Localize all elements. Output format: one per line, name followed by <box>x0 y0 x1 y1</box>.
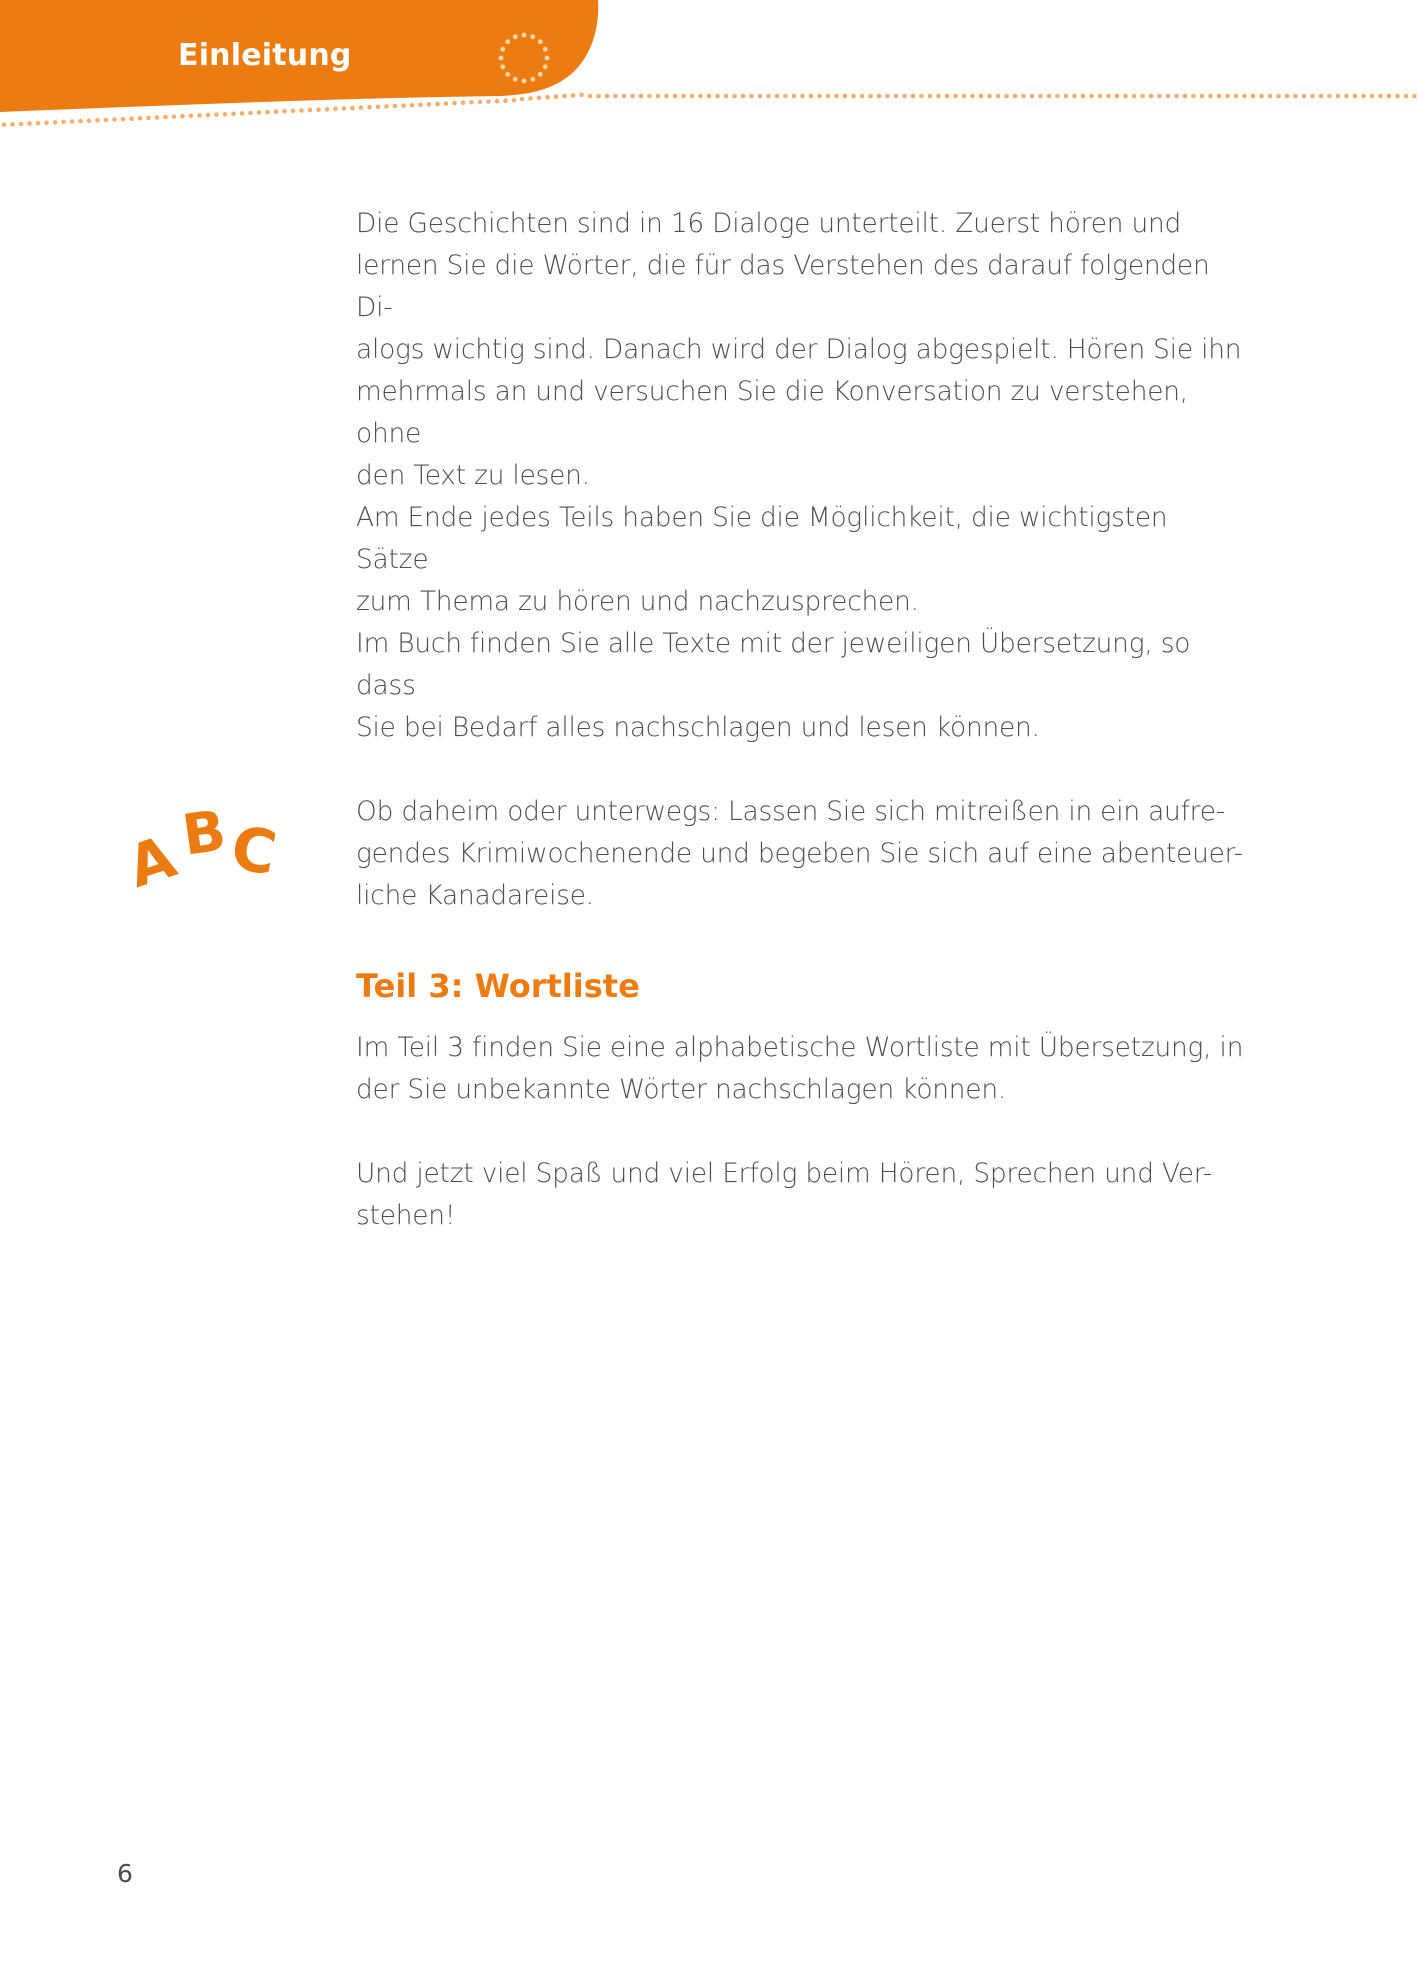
dot <box>538 72 543 77</box>
dot <box>834 94 839 99</box>
dot <box>500 47 505 52</box>
text-line: Die Geschichten sind in 16 Dialoge unterteilt. Zuerst hören und <box>356 208 1182 239</box>
dot <box>537 96 542 101</box>
paragraph-intro <box>356 203 1246 749</box>
dot <box>435 102 440 107</box>
dot <box>129 116 134 121</box>
dot <box>800 94 805 99</box>
dot <box>78 119 83 124</box>
dot <box>499 56 504 61</box>
dot <box>1353 94 1358 99</box>
dot <box>1030 94 1035 99</box>
dot <box>384 104 389 109</box>
dot <box>664 94 669 99</box>
text-line: Im Buch finden Sie alle Texte mit der jeweiligen Übersetzung, so dass <box>356 628 1191 701</box>
dot <box>1395 94 1400 99</box>
dot <box>513 34 518 39</box>
text-line: Sie bei Bedarf alles nachschlagen und lesen können. <box>356 712 1040 743</box>
dot <box>749 94 754 99</box>
dot <box>851 94 856 99</box>
dot <box>503 98 508 103</box>
dot <box>265 110 270 115</box>
dot <box>197 113 202 118</box>
section-title: Einleitung <box>178 38 352 73</box>
dot <box>333 107 338 112</box>
dot <box>1319 94 1324 99</box>
text-line: alogs wichtig sind. Danach wird der Dialog abgespielt. Hören Sie ihn <box>356 334 1242 365</box>
dot <box>1370 94 1375 99</box>
dot <box>308 108 313 113</box>
dot <box>1285 94 1290 99</box>
dot <box>461 100 466 105</box>
dot <box>1276 94 1281 99</box>
dot <box>724 94 729 99</box>
dot <box>522 79 527 84</box>
dot <box>1259 94 1264 99</box>
dot <box>401 103 406 108</box>
paragraph-mitreissen <box>356 791 1246 917</box>
dot <box>1149 94 1154 99</box>
dot <box>2 123 7 128</box>
dot <box>1251 94 1256 99</box>
dot <box>1200 94 1205 99</box>
page-number: 6 <box>117 1859 133 1888</box>
dot <box>359 105 364 110</box>
dot <box>538 39 543 44</box>
dot <box>1047 94 1052 99</box>
dot <box>936 94 941 99</box>
dot <box>911 94 916 99</box>
dot <box>579 93 584 98</box>
dot <box>1004 94 1009 99</box>
dot <box>1123 94 1128 99</box>
dot <box>1404 94 1409 99</box>
dot <box>19 122 24 127</box>
dot <box>1268 94 1273 99</box>
dot <box>1242 94 1247 99</box>
dot <box>1293 94 1298 99</box>
dot <box>1098 94 1103 99</box>
dot <box>809 94 814 99</box>
dot <box>530 34 535 39</box>
text-line: stehen! <box>356 1200 456 1231</box>
dot <box>444 101 449 106</box>
dot <box>1013 94 1018 99</box>
dot <box>1089 94 1094 99</box>
dot <box>792 94 797 99</box>
dot <box>146 116 151 121</box>
dot <box>885 94 890 99</box>
dot <box>1072 94 1077 99</box>
dot <box>325 107 330 112</box>
dot <box>928 94 933 99</box>
dot <box>894 94 899 99</box>
dot <box>962 94 967 99</box>
dot <box>189 114 194 119</box>
dot <box>495 99 500 104</box>
dot <box>1225 94 1230 99</box>
text-line: Am Ende jedes Teils haben Sie die Möglichkeit, die wichtigsten Sätze <box>356 502 1168 575</box>
page-header <box>0 0 1418 140</box>
dot <box>741 94 746 99</box>
dot <box>543 64 548 69</box>
dot <box>410 103 415 108</box>
text-line: Ob daheim oder unterwegs: Lassen Sie sich mitreißen in ein aufre- <box>356 796 1226 827</box>
dot <box>121 117 126 122</box>
dot <box>112 117 117 122</box>
dot <box>639 94 644 99</box>
dot <box>282 109 287 114</box>
dot <box>478 100 483 105</box>
dot <box>1336 94 1341 99</box>
dot <box>613 94 618 99</box>
dot <box>1191 94 1196 99</box>
dot <box>214 112 219 117</box>
dot <box>1166 94 1171 99</box>
dot <box>1132 94 1137 99</box>
spacer <box>356 1111 1246 1153</box>
dot <box>1327 94 1332 99</box>
dot <box>367 105 372 110</box>
dot <box>522 33 527 38</box>
dot <box>104 118 109 123</box>
dot <box>427 102 432 107</box>
dot <box>673 94 678 99</box>
dot <box>36 121 41 126</box>
dot <box>775 94 780 99</box>
text-line: mehrmals an und versuchen Sie die Konversation zu verstehen, ohne <box>356 376 1188 449</box>
dot <box>1217 94 1222 99</box>
dot <box>868 94 873 99</box>
dot <box>376 105 381 110</box>
dot <box>843 94 848 99</box>
text-line: den Text zu lesen. <box>356 460 590 491</box>
dot <box>155 115 160 120</box>
dot <box>44 121 49 126</box>
abc-letter-c: C <box>226 812 282 890</box>
dot <box>987 94 992 99</box>
dot <box>945 94 950 99</box>
dot <box>240 111 245 116</box>
dot <box>1140 94 1145 99</box>
dot <box>274 109 279 114</box>
dot <box>299 108 304 113</box>
dot <box>231 112 236 117</box>
dot <box>520 97 525 102</box>
dot <box>919 94 924 99</box>
dot <box>698 94 703 99</box>
dot <box>979 94 984 99</box>
dot <box>783 94 788 99</box>
dot <box>257 110 262 115</box>
dot <box>27 121 32 126</box>
dot <box>1344 94 1349 99</box>
dot <box>512 98 517 103</box>
dot <box>588 94 593 99</box>
dot <box>1021 94 1026 99</box>
dot <box>70 119 75 124</box>
text-line: lernen Sie die Wörter, die für das Verstehen des darauf folgenden Di- <box>356 250 1210 323</box>
main-content <box>356 203 1246 1237</box>
dot <box>732 94 737 99</box>
dot <box>605 94 610 99</box>
dot <box>393 104 398 109</box>
dot <box>1038 94 1043 99</box>
dot <box>1378 94 1383 99</box>
text-line: der Sie unbekannte Wörter nachschlagen können. <box>356 1074 1007 1105</box>
dot <box>715 94 720 99</box>
dot <box>1412 94 1417 99</box>
dot <box>970 94 975 99</box>
text-line: Im Teil 3 finden Sie eine alphabetische Wortliste mit Übersetzung, in <box>356 1032 1244 1063</box>
abc-letters-icon <box>119 795 288 901</box>
dot <box>1208 94 1213 99</box>
dot <box>1234 94 1239 99</box>
dot <box>690 94 695 99</box>
dot <box>469 100 474 105</box>
dot <box>342 106 347 111</box>
dot <box>647 94 652 99</box>
dot <box>902 94 907 99</box>
dot <box>530 77 535 82</box>
abc-letter-a: A <box>119 822 184 901</box>
dot <box>1157 94 1162 99</box>
dot <box>172 114 177 119</box>
dot <box>656 94 661 99</box>
dot <box>163 115 168 120</box>
dot <box>1055 94 1060 99</box>
dot <box>681 94 686 99</box>
dot <box>350 106 355 111</box>
abc-letter-b: B <box>178 798 230 869</box>
dot <box>223 112 228 117</box>
text-line: zum Thema zu hören und nachzusprechen. <box>356 586 919 617</box>
dot <box>545 56 550 61</box>
dot <box>707 94 712 99</box>
dot <box>860 94 865 99</box>
dot <box>596 94 601 99</box>
spacer <box>356 749 1246 791</box>
dot <box>87 118 92 123</box>
dot <box>1081 94 1086 99</box>
dot <box>291 109 296 114</box>
dot <box>996 94 1001 99</box>
paragraph-closing <box>356 1153 1246 1237</box>
dot <box>1115 94 1120 99</box>
dot <box>1106 94 1111 99</box>
dot <box>505 39 510 44</box>
dot <box>622 94 627 99</box>
dot <box>554 94 559 99</box>
dot <box>61 120 66 125</box>
dot <box>418 103 423 108</box>
dot <box>206 113 211 118</box>
paragraph-wortliste <box>356 1027 1246 1111</box>
dot <box>545 95 550 100</box>
dot <box>53 120 58 125</box>
dot <box>1064 94 1069 99</box>
dot <box>817 94 822 99</box>
dot <box>630 94 635 99</box>
spacer <box>356 917 1246 959</box>
dot <box>877 94 882 99</box>
dot <box>1361 94 1366 99</box>
dot <box>505 72 510 77</box>
text-line: Und jetzt viel Spaß und viel Erfolg beim Hören, Sprechen und Ver- <box>356 1158 1213 1189</box>
dot <box>766 94 771 99</box>
dot <box>1387 94 1392 99</box>
dot <box>452 101 457 106</box>
dot <box>826 94 831 99</box>
text-line: liche Kanadareise. <box>356 880 594 911</box>
dot <box>562 94 567 99</box>
dot <box>1302 94 1307 99</box>
dot <box>180 114 185 119</box>
subheading-wortliste: Teil 3: Wortliste <box>356 967 640 1005</box>
dot <box>500 64 505 69</box>
dot <box>95 118 100 123</box>
dot <box>138 116 143 121</box>
text-line: gendes Krimiwochenende und begeben Sie sich auf eine abenteuer- <box>356 838 1243 869</box>
dot <box>758 94 763 99</box>
dot <box>486 99 491 104</box>
dot <box>571 93 576 98</box>
dot <box>1310 94 1315 99</box>
dot <box>953 94 958 99</box>
dot <box>1174 94 1179 99</box>
dot <box>248 111 253 116</box>
dot <box>1183 94 1188 99</box>
dot <box>10 122 15 127</box>
dot <box>513 77 518 82</box>
dot <box>528 96 533 101</box>
dot <box>316 107 321 112</box>
dot <box>543 47 548 52</box>
